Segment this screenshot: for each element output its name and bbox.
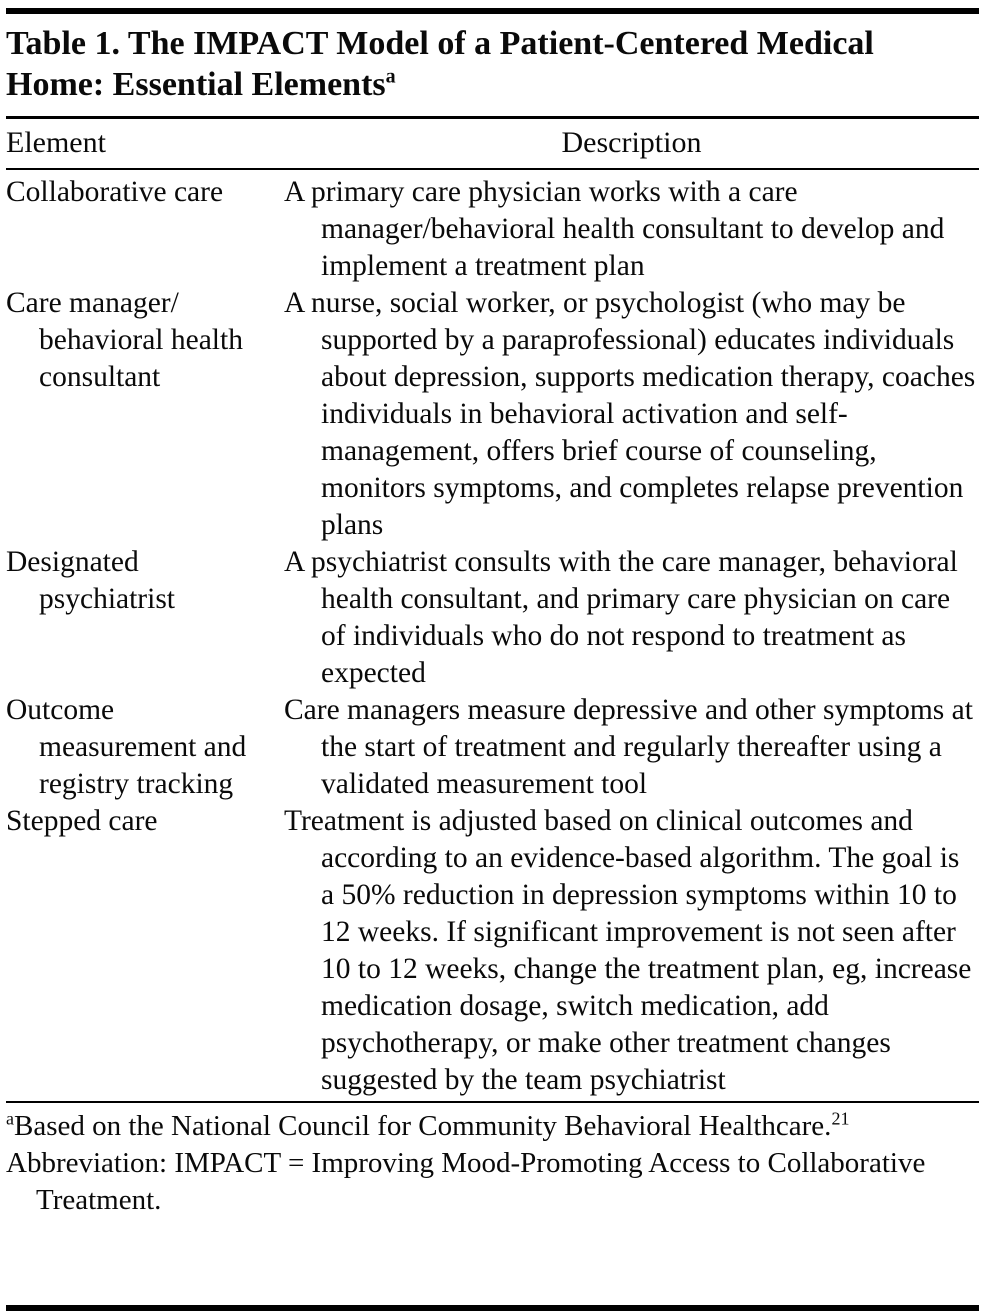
footnote-source — [6, 1108, 979, 1145]
bottom-rule — [6, 1305, 979, 1311]
description-cell: Care managers measure depressive and other symptoms at the start of treatment and regularly thereafter using a validated measurement tool — [284, 694, 973, 800]
column-header-element: Element — [6, 126, 106, 159]
description-cell: A psychiatrist consults with the care manager, behavioral health consultant, and primary care physician on care of individuals who do not respond to treatment as expected — [284, 546, 958, 689]
bottom-rule-container — [6, 1305, 979, 1311]
table-body — [6, 170, 979, 1101]
element-cell: Collaborative care — [6, 176, 224, 208]
element-cell: Care manager/ behavioral health consultant — [6, 287, 243, 393]
element-cell: Outcome measurement and registry tracking — [6, 694, 247, 800]
footnote-source-text: Based on the National Council for Community Behavioral Healthcare. — [14, 1110, 832, 1142]
element-cell: Stepped care — [6, 805, 158, 837]
description-cell: Treatment is adjusted based on clinical outcomes and according to an evidence-based algorithm. The goal is a 50% reduction in depression symptoms within 10 to 12 weeks. If significant improvement is not seen after 10 to 12 weeks, change the treatment plan, eg, increase medication dosage, switch medication, add psychotherapy, or make other treatment changes suggested by the team psychiatrist — [284, 805, 972, 1096]
element-cell: Designated psychiatrist — [6, 546, 176, 615]
table-row — [6, 803, 979, 1099]
column-header-description: Description — [561, 126, 702, 159]
table-title — [6, 14, 979, 116]
footnote-source-citation: 21 — [831, 1108, 850, 1129]
footnotes — [6, 1103, 979, 1226]
column-header-row — [6, 119, 979, 168]
table-row — [6, 692, 979, 803]
table-row — [6, 174, 979, 285]
table-title-text: Table 1. The IMPACT Model of a Patient-Centered Medical Home: Essential Elements — [6, 25, 874, 103]
table-row — [6, 544, 979, 692]
table-title-superscript: a — [385, 65, 396, 88]
table-row — [6, 285, 979, 544]
description-cell: A primary care physician works with a care manager/behavioral health consultant to develop and implement a treatment plan — [284, 176, 945, 282]
footnote-abbreviation: Abbreviation: IMPACT = Improving Mood-Promoting Access to Collaborative Treatment. — [6, 1147, 926, 1216]
footnote-source-marker: a — [6, 1108, 14, 1129]
description-cell: A nurse, social worker, or psychologist (who may be supported by a paraprofessional) educates individuals about depression, supports medication therapy, coaches individuals in behavioral activation and self-management, offers brief course of counseling, monitors symptoms, and completes relapse prevention plans — [284, 287, 976, 541]
